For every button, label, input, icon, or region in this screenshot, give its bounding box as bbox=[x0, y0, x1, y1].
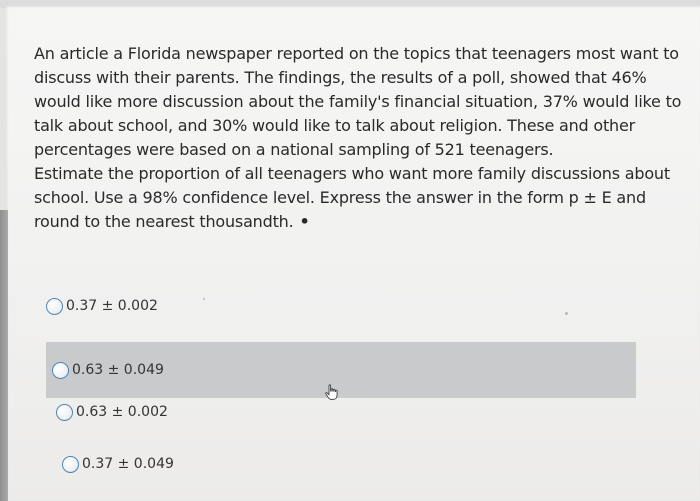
question-paragraph-2-text: Estimate the proportion of all teenagers who want more family discussions about school. Use a 98% confidence level. Express the answer in the form p ± E and round to the nearest thousandth. bbox=[34, 164, 670, 231]
radio-button-option-3[interactable] bbox=[56, 404, 73, 421]
radio-button-option-4[interactable] bbox=[62, 456, 79, 473]
screen-speck bbox=[565, 312, 568, 315]
option-label-3: 0.63 ± 0.002 bbox=[76, 404, 168, 420]
radio-button-option-2[interactable] bbox=[52, 362, 69, 379]
answer-option-1[interactable] bbox=[46, 286, 296, 326]
answer-option-4[interactable] bbox=[62, 444, 312, 484]
question-paragraph-2 bbox=[34, 162, 684, 234]
left-accent-bar bbox=[0, 210, 8, 501]
trailing-dot: • bbox=[299, 212, 310, 231]
answer-option-2[interactable] bbox=[46, 342, 636, 398]
radio-button-option-1[interactable] bbox=[46, 298, 63, 315]
screen-speck bbox=[203, 298, 205, 300]
answer-option-3[interactable] bbox=[56, 392, 306, 432]
option-label-4: 0.37 ± 0.049 bbox=[82, 456, 174, 472]
question-paragraph-1: An article a Florida newspaper reported on the topics that teenagers most want to discuss with their parents. The findings, the results of a poll, showed that 46% would like more discussion about the family's financial situation, 37% would like to talk about school, and 30% would like to talk about religion. These and other percentages were based on a national sampling of 521 teenagers. bbox=[34, 44, 682, 159]
option-label-1: 0.37 ± 0.002 bbox=[66, 298, 158, 314]
option-label-2: 0.63 ± 0.049 bbox=[72, 362, 164, 378]
hand-pointer-icon bbox=[323, 383, 341, 401]
question-text bbox=[34, 42, 684, 234]
